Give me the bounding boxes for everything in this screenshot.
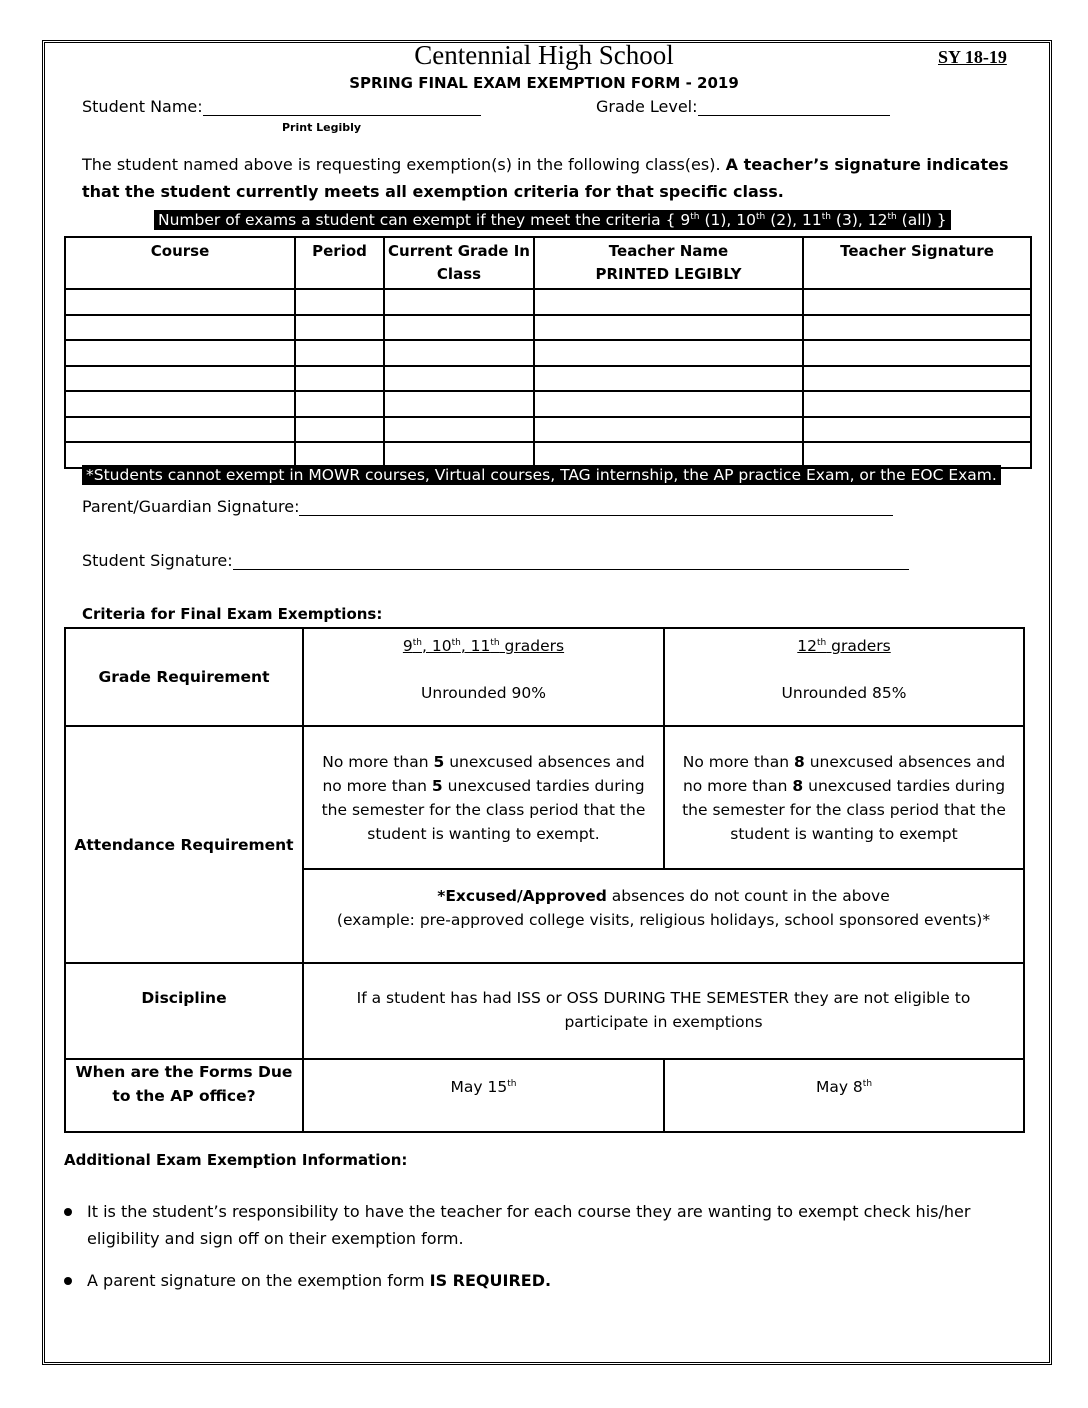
due-date-col1 [303, 1059, 664, 1132]
exam-limits-prefix: Number of exams a student can exempt if they meet the criteria { [158, 211, 676, 229]
att1-a: No more than [322, 752, 434, 771]
grade-level-line[interactable] [698, 99, 890, 116]
additional-info-list [60, 1198, 1020, 1309]
cell-teacher-name[interactable] [534, 366, 803, 392]
exam-limits-banner [154, 210, 951, 230]
school-name: Centennial High School [414, 40, 674, 70]
cell-grade[interactable] [384, 340, 534, 366]
school-year: SY 18-19 [938, 47, 1007, 67]
att1-num2: 5 [431, 776, 443, 795]
grade-col2 [664, 628, 1024, 726]
cell-grade[interactable] [384, 289, 534, 315]
cell-course[interactable] [65, 366, 295, 392]
col1-h-10: , 10 [422, 637, 452, 656]
due1-sup: th [507, 1079, 517, 1089]
col1-h-graders: graders [499, 637, 565, 656]
table-row [65, 391, 1031, 417]
list-item [60, 1198, 1020, 1252]
course-table-header [65, 237, 1031, 289]
att2-b: unexcused absences and no more than [682, 752, 1006, 795]
grade-9-count: (1), [704, 211, 732, 229]
header-teacher-name [534, 237, 803, 289]
col1-h-9-sup: th [412, 638, 422, 648]
grade-12-sup: th [887, 211, 897, 222]
form-title: SPRING FINAL EXAM EXEMPTION FORM - 2019 [349, 74, 739, 92]
due-date-col2 [664, 1059, 1024, 1132]
cell-teacher-name[interactable] [534, 289, 803, 315]
grade-9: 9 [680, 211, 691, 229]
print-legibly-note: Print Legibly [282, 121, 362, 134]
student-name-label: Student Name: [82, 97, 203, 116]
cell-course[interactable] [65, 315, 295, 341]
due1-text: May 15 [450, 1078, 508, 1097]
cell-teacher-signature[interactable] [803, 315, 1031, 341]
additional-info-title: Additional Exam Exemption Information: [64, 1151, 408, 1169]
attendance-col2 [664, 726, 1024, 869]
col1-h-11: , 11 [460, 637, 491, 656]
cell-period[interactable] [295, 366, 384, 392]
excused-bold: *Excused/Approved [437, 887, 607, 905]
grade-9-sup: th [690, 211, 700, 222]
col2-h-graders: graders [826, 637, 891, 656]
grade-10-count: (2), [770, 211, 798, 229]
student-signature-label: Student Signature: [82, 551, 233, 570]
table-row [65, 315, 1031, 341]
bullet2-bold: IS REQUIRED [429, 1271, 545, 1290]
cell-teacher-signature[interactable] [803, 442, 1031, 468]
col1-h-9: 9 [402, 637, 413, 656]
table-row [65, 340, 1031, 366]
cell-teacher-name[interactable] [534, 315, 803, 341]
due2-sup: th [862, 1079, 873, 1089]
discipline-text: If a student has had ISS or OSS DURING THE SEMESTER they are not eligible to participate in exemptions [303, 963, 1024, 1059]
cell-teacher-name[interactable] [534, 417, 803, 443]
bullet2-end: . [545, 1271, 552, 1290]
list-item [60, 1267, 1020, 1294]
grade-11-sup: th [821, 211, 831, 222]
col1-heading [304, 631, 663, 658]
table-row [65, 366, 1031, 392]
student-name-line[interactable] [203, 99, 481, 116]
table-row [65, 289, 1031, 315]
col2-h-12-sup: th [817, 638, 827, 648]
header-teacher-signature: Teacher Signature [803, 237, 1031, 289]
exemption-restriction-notice: *Students cannot exempt in MOWR courses, Virtual courses, TAG internship, the AP practice Exam, or the EOC Exam. [82, 465, 1001, 485]
cell-period[interactable] [295, 391, 384, 417]
att2-num2: 8 [792, 776, 804, 795]
bullet1-text: It is the student’s responsibility to have the teacher for each course they are wanting to exempt check his/her eligibility and sign off on their exemption form. [87, 1202, 971, 1248]
student-signature-field[interactable] [82, 551, 909, 573]
criteria-table [64, 627, 1025, 1133]
excused-note [303, 869, 1024, 963]
col1-h-10-sup: th [451, 638, 461, 648]
course-table [64, 236, 1032, 469]
cell-grade[interactable] [384, 315, 534, 341]
grade-level-field[interactable] [596, 97, 890, 119]
grade-11-count: (3), [835, 211, 863, 229]
cell-course[interactable] [65, 442, 295, 468]
attendance-col1 [303, 726, 664, 869]
due-date-label: When are the Forms Due to the AP office? [65, 1059, 303, 1132]
bullet-icon [64, 1277, 72, 1285]
attendance-label: Attendance Requirement [65, 726, 303, 963]
header-course: Course [65, 237, 295, 289]
cell-teacher-name[interactable] [534, 442, 803, 468]
intro-paragraph [82, 151, 1022, 205]
cell-teacher-signature[interactable] [803, 417, 1031, 443]
cell-grade[interactable] [384, 391, 534, 417]
table-row [65, 417, 1031, 443]
cell-period[interactable] [295, 315, 384, 341]
cell-period[interactable] [295, 442, 384, 468]
header-period: Period [295, 237, 384, 289]
due2-text: May 8 [815, 1078, 863, 1097]
col2-h-12: 12 [797, 637, 818, 656]
cell-period[interactable] [295, 417, 384, 443]
cell-course[interactable] [65, 391, 295, 417]
parent-signature-line[interactable] [299, 499, 893, 516]
criteria-title: Criteria for Final Exam Exemptions: [82, 605, 383, 623]
cell-course[interactable] [65, 417, 295, 443]
cell-teacher-signature[interactable] [803, 289, 1031, 315]
cell-grade[interactable] [384, 442, 534, 468]
col1-h-11-sup: th [490, 638, 500, 648]
att2-num1: 8 [793, 752, 805, 771]
cell-period[interactable] [295, 340, 384, 366]
teacher-name-sub: PRINTED LEGIBLY [595, 265, 742, 283]
cell-teacher-signature[interactable] [803, 340, 1031, 366]
header-current-grade: Current Grade In Class [384, 237, 534, 289]
grade-10-sup: th [756, 211, 766, 222]
att2-a: No more than [682, 752, 794, 771]
parent-signature-field[interactable] [82, 497, 893, 519]
discipline-label: Discipline [65, 963, 303, 1059]
excused-rest: absences do not count in the above [606, 887, 890, 905]
grade-requirement-label: Grade Requirement [65, 628, 303, 726]
cell-teacher-name[interactable] [534, 391, 803, 417]
bullet-icon [64, 1208, 72, 1216]
grade-12: 12 [867, 211, 888, 229]
due-date-row [65, 1059, 1024, 1132]
cell-grade[interactable] [384, 417, 534, 443]
cell-course[interactable] [65, 289, 295, 315]
col2-grade-value: Unrounded 85% [781, 684, 907, 703]
col2-heading [665, 631, 1023, 658]
parent-signature-label: Parent/Guardian Signature: [82, 497, 300, 516]
att1-b: unexcused absences and no more than [322, 752, 645, 795]
cell-teacher-signature[interactable] [803, 366, 1031, 392]
teacher-name-title: Teacher Name [608, 242, 729, 260]
cell-teacher-name[interactable] [534, 340, 803, 366]
discipline-row [65, 963, 1024, 1059]
excused-line1 [304, 884, 1023, 908]
grade-col1 [303, 628, 664, 726]
cell-period[interactable] [295, 289, 384, 315]
att1-num1: 5 [433, 752, 445, 771]
att2-c: unexcused tardies during the semester for the class period that the student is wanting to exempt [682, 776, 1006, 843]
grade-10: 10 [736, 211, 757, 229]
table-row [65, 442, 1031, 468]
grade-requirement-row [65, 628, 1024, 726]
col1-grade-value: Unrounded 90% [421, 684, 546, 703]
cell-grade[interactable] [384, 366, 534, 392]
cell-teacher-signature[interactable] [803, 391, 1031, 417]
intro-bold-text: A teacher’s signature indicates that the student currently meets all exemption criteria for that specific class. [82, 155, 1009, 201]
bullet2-text: A parent signature on the exemption form [87, 1271, 430, 1290]
cell-course[interactable] [65, 340, 295, 366]
intro-text: The student named above is requesting exemption(s) in the following class(es). [82, 155, 721, 174]
student-signature-line[interactable] [233, 553, 909, 570]
student-name-field[interactable] [82, 97, 481, 119]
grade-level-label: Grade Level: [596, 97, 698, 116]
excused-example: (example: pre-approved college visits, religious holidays, school sponsored events)* [336, 911, 991, 929]
attendance-row [65, 726, 1024, 869]
grade-11: 11 [802, 211, 822, 229]
att1-c: unexcused tardies during the semester for the class period that the student is wanting to exempt. [321, 776, 646, 843]
grade-12-count: (all) } [901, 211, 947, 229]
